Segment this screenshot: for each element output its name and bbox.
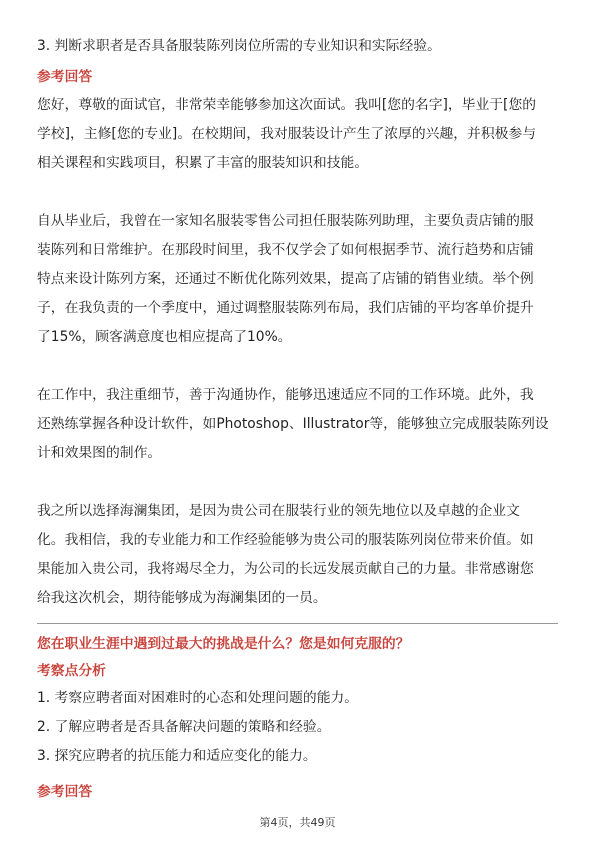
paragraph-line: 计和效果图的制作。 [37, 445, 162, 461]
paragraph-line: 了15%，顾客满意度也相应提高了10%。 [37, 329, 292, 345]
paragraph-line: 还熟练掌握各种设计软件，如Photoshop、Illustrator等，能够独立完成服装陈列设 [37, 416, 549, 432]
paragraph-line: 自从毕业后，我曾在一家知名服装零售公司担任服装陈列助理，主要负责店铺的服 [37, 213, 534, 229]
assessment-item-3: 3. 判断求职者是否具备服装陈列岗位所需的专业知识和实际经验。 [37, 38, 441, 54]
paragraph-line: 子，在我负责的一个季度中，通过调整服装陈列布局，我们店铺的平均客单价提升 [37, 300, 534, 316]
paragraph-line: 学校]，主修[您的专业]。在校期间，我对服装设计产生了浓厚的兴趣，并积极参与 [37, 126, 537, 142]
answer-heading: 参考回答 [37, 784, 93, 800]
paragraph-line: 我之所以选择海澜集团，是因为贵公司在服装行业的领先地位以及卓越的企业文 [37, 503, 520, 519]
paragraph-line: 您好，尊敬的面试官，非常荣幸能够参加这次面试。我叫[您的名字]，毕业于[您的 [37, 97, 537, 113]
interview-question: 您在职业生涯中遇到过最大的挑战是什么？您是如何克服的？ [37, 636, 410, 652]
answer-heading: 参考回答 [37, 69, 93, 85]
analysis-item: 2. 了解应聘者是否具备解决问题的策略和经验。 [37, 719, 331, 735]
paragraph-line: 相关课程和实践项目，积累了丰富的服装知识和技能。 [37, 155, 369, 171]
analysis-item: 1. 考察应聘者面对困难时的心态和处理问题的能力。 [37, 690, 359, 706]
paragraph-line: 给我这次机会，期待能够成为海澜集团的一员。 [37, 590, 327, 606]
analysis-heading: 考察点分析 [37, 663, 106, 679]
paragraph-line: 化。我相信，我的专业能力和工作经验能够为贵公司的服装陈列岗位带来价值。如 [37, 532, 534, 548]
paragraph-line: 在工作中，我注重细节，善于沟通协作，能够迅速适应不同的工作环境。此外，我 [37, 387, 534, 403]
paragraph-line: 装陈列和日常维护。在那段时间里，我不仅学会了如何根据季节、流行趋势和店铺 [37, 242, 534, 258]
paragraph-line: 果能加入贵公司，我将竭尽全力，为公司的长远发展贡献自己的力量。非常感谢您 [37, 561, 534, 577]
analysis-item: 3. 探究应聘者的抗压能力和适应变化的能力。 [37, 748, 317, 764]
paragraph-line: 特点来设计陈列方案，还通过不断优化陈列效果，提高了店铺的销售业绩。举个例 [37, 271, 534, 287]
page-number: 第4页，共49页 [259, 816, 336, 829]
section-divider [37, 623, 558, 624]
